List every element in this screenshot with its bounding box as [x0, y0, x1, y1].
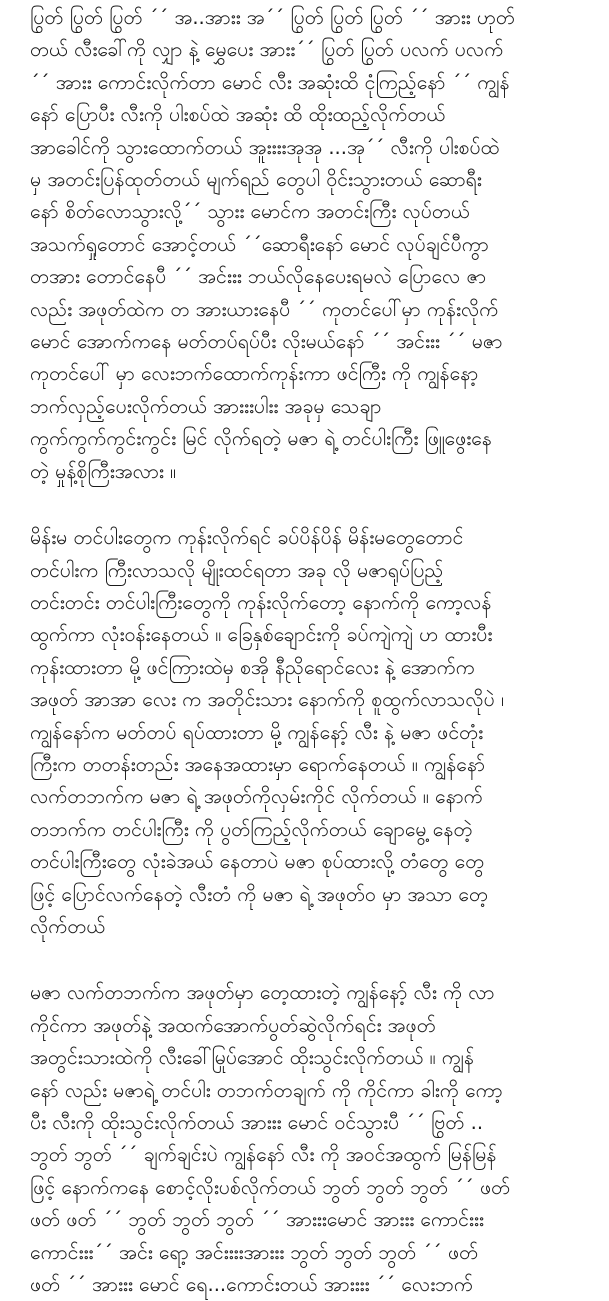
paragraph-2: မိန်းမ တင်ပါးတွေက ကုန်းလိုက်ရင် ခပ်ပိန်ပိန် မိန်းမတွေတောင် တင်ပါးက ကြီးလာသလို မျိုးထင်ရတာ အခု လို မဇာရုပ်ပြည့် တင်းတင်း တင်ပါးကြီးတွေကို ကုန်းလိုက်တော့ နောက်ကို ကော့လန် ထွက်ကာ လုံးဝန်းနေတယ် ။ ခြေနှစ်ချောင်းကို ခပ်ကျဲကျဲ ဟ ထားပီး ကုန်းထားတာ မို့ ဖင်ကြားထဲမှ စအို နီညိုရောင်လေး နဲ့ အောက်က အဖုတ် အာအာ လေး က အတိုင်းသား နောက်ကို စူထွက်လာသလိုပဲ ၊ ကျွန်နော်က မတ်တပ် ရပ်ထားတာ မို့ ကျွန်နော့် လီး နဲ့ မဇာ ဖင်တုံး ကြီးက တတန်းတည်း အနေအထားမှာ ရောက်နေတယ် ။ ကျွန်နော် လက်တဘက်က မဇာ ရဲ့ အဖုတ်ကိုလှမ်းကိုင် လိုက်တယ် ။ နောက် တဘက်က တင်ပါးကြီး ကို ပွတ်ကြည့်လိုက်တယ် ချောမွေ့ နေတဲ့ တင်ပါးကြီးတွေ လုံးခဲအယ် နေတာပဲ မဇာ စုပ်ထားလို့ တံတွေ တွေ ဖြင့် ပြောင်လက်နေတဲ့ လီးတံ ကို မဇာ ရဲ့ အဖုတ်ဝ မှာ အသာ တေ့ လိုက်တယ် — [30, 526, 505, 938]
paragraph-1: ပြွတ် ပြွတ် ပြွတ် ´´ အ..အားး အ´´ ပြွတ် ပြွတ် ပြွတ် ´´ အားး ဟုတ် တယ် လီးခေါ်ကို လျှာ နဲ့ မွှေပေး အားး´´ ပြွတ် ပြွတ် ပလက် ပလက် ´´ အားး ကောင်းလိုက်တာ မောင် လီး အဆုံးထိ ငုံကြည့်နော် ´´ ကျွန် နော် ပြောပီး လီးကို ပါးစပ်ထဲ အဆုံး ထိ ထိုးထည့်လိုက်တယ် အာခေါင်ကို သွားထောက်တယ် အူးးးးအုအု ...အု´´ လီးကို ပါးစပ်ထဲ မှ အတင်းပြန်ထုတ်တယ် မျက်ရည် တွေပါ ဝိုင်းသွားတယ် ဆောရီး နော် စိတ်လောသွားလို့´´ သွားး မောင်က အတင်းကြီး လုပ်တယ် အသက်ရှုတောင် အောင့်တယ် ´´ဆောရီးနော် မောင် လုပ်ချင်ပီကွာ တအား တောင်နေပီ ´´ အင်းးး ဘယ်လိုနေပေးရမလဲ ပြောလေ ဇာ လည်း အဖုတ်ထဲက တ အားယားနေပီ ´´ ကုတင်ပေါ်မှာ ကုန်းလိုက် မောင် အောက်ကနေ မတ်တပ်ရပ်ပီး လိုးမယ်နော် ´´ အင်းးး ´´ မဇာ ကုတင်ပေါ် မှာ လေးဘက်ထောက်ကုန်းကာ ဖင်ကြီး ကို ကျွန်နော့ ဘက်လှည့်ပေးလိုက်တယ် အားးးပါးး အခုမှ သေချာ ကွက်ကွက်ကွင်းကွင်း မြင် လိုက်ရတဲ့ မဇာ ရဲ့ တင်ပါးကြီး ဖြူဖွေးနေ တဲ့ မှုန့်စိုကြီးအလား ။ — [30, 6, 515, 483]
paragraph-gap — [30, 488, 581, 522]
paragraph-gap — [30, 943, 581, 977]
paragraph-3: မဇာ လက်တဘက်က အဖုတ်မှာ တေ့ထားတဲ့ ကျွန်နော့် လီး ကို လာ ကိုင်ကာ အဖုတ်နဲ့ အထက်အောက်ပွတ်ဆွဲလိုက်ရင်း အဖုတ် အတွင်းသားထဲကို လီးခေါ်မြုပ်အောင် ထိုးသွင်းလိုက်တယ် ။ ကျွန် နော် လည်း မဇာရဲ့ တင်ပါး တဘက်တချက် ကို ကိုင်ကာ ခါးကို ကော့ ပီး လီးကို ထိုးသွင်းလိုက်တယ် အားးး မောင် ဝင်သွားပီ ´´ ဗြွတ် .. ဘွတ် ဘွတ် ´´ ချက်ချင်းပဲ ကျွန်နော် လီး ကို အဝင်အထွက် မြန်မြန် ဖြင့် နောက်ကနေ စောင့်လိုးပစ်လိုက်တယ် ဘွတ် ဘွတ် ဘွတ် ´´ ဖတ် ဖတ် ဖတ် ´´ ဘွတ် ဘွတ် ဘွတ် ´´ အားးးမောင် အားးး ကောင်းးး ကောင်းးး´´ အင်း ရော့ အင်းးးးအားးး ဘွတ် ဘွတ် ဘွတ် ´´ ဖတ် ဖတ် ´´ အားးး မောင် ရေ...ကောင်းတယ် အားးးး ´´ လေးဘက် — [30, 981, 511, 1297]
